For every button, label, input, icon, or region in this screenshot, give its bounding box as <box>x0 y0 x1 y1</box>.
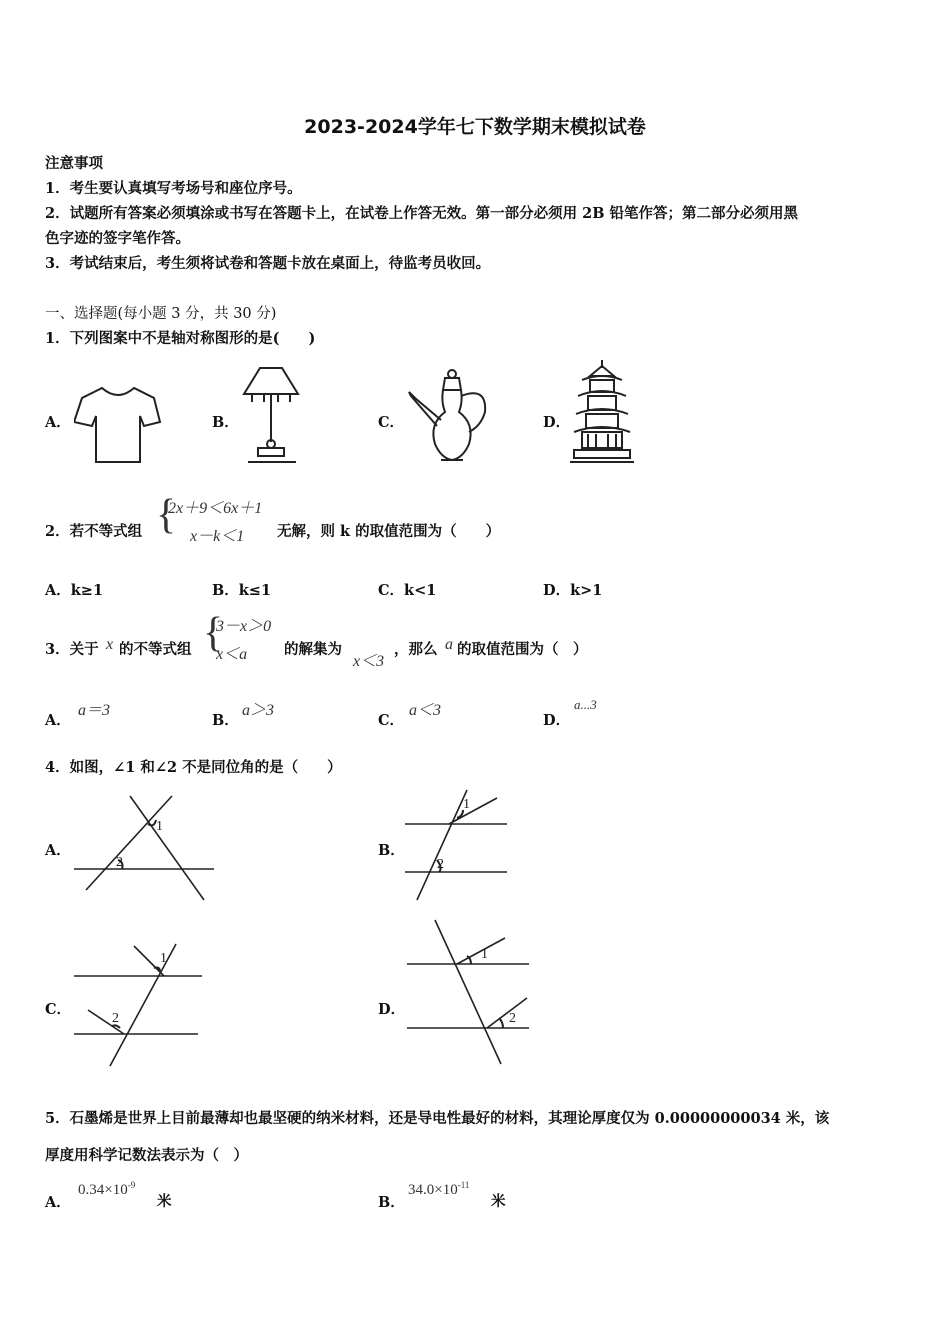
notice-item-2-cont: 色字迹的签字笔作答。 <box>45 230 190 247</box>
notice-item-3: 3．考试结束后，考生须将试卷和答题卡放在桌面上，待监考员收回。 <box>45 255 491 272</box>
q3-inequality-1: 3－x＞0 <box>216 618 272 635</box>
q3-option-a-label[interactable]: A． <box>45 712 71 729</box>
q2-suffix: 无解，则 k 的取值范围为（ ） <box>277 523 501 540</box>
q4-option-a-label[interactable]: A． <box>45 842 71 859</box>
q2-inequality-1: 2x＋9＜6x＋1 <box>168 500 263 517</box>
q2-brace: { <box>156 492 177 538</box>
q3-option-c-value: a＜3 <box>409 702 442 719</box>
notice-item-2: 2．试题所有答案必须填涂或书写在答题卡上，在试卷上作答无效。第一部分必须用 2B 铅笔作答；第二部分必须用黑 <box>45 205 799 222</box>
q2-inequality-2: x－k＜1 <box>190 528 245 545</box>
q3-option-b-value: a＞3 <box>242 702 275 719</box>
q3-solution-label: 的解集为 <box>284 641 342 658</box>
q4-d-angle-2: 2 <box>509 1011 516 1026</box>
q4-figure-c <box>72 940 208 1068</box>
q5-option-b-value: $34.0\times 10^{-11}$ <box>408 1180 470 1198</box>
q4-c-angle-2: 2 <box>112 1011 119 1026</box>
section-heading: 一、选择题(每小题 3 分，共 30 分) <box>45 306 277 322</box>
q4-option-b-label[interactable]: B． <box>378 842 405 859</box>
q5-stem-line-1: 5．石墨烯是世界上目前最薄却也最坚硬的纳米材料，还是导电性最好的材料，其理论厚度仅为 0.00000000034 米，该 <box>45 1110 830 1127</box>
q4-b-angle-2: 2 <box>437 857 444 872</box>
lamp-icon <box>240 362 302 466</box>
q2-option-c[interactable]: C．k<1 <box>378 582 437 599</box>
q4-c-angle-1: 1 <box>160 951 167 966</box>
q4-a-angle-2: 2 <box>116 855 123 870</box>
q5-option-a-value: $0.34\times 10^{-9}$ <box>78 1180 136 1198</box>
q3-option-d-value: a...3 <box>574 697 597 712</box>
q3-prefix: 3．关于 <box>45 641 99 658</box>
q3-var-a: a <box>445 636 453 653</box>
q5-option-a-label[interactable]: A． <box>45 1194 71 1211</box>
teapot-icon <box>405 368 491 464</box>
q2-option-a[interactable]: A．k≥1 <box>45 582 104 599</box>
q2-option-d[interactable]: D．k>1 <box>543 582 603 599</box>
q1-stem: 1．下列图案中不是轴对称图形的是( ) <box>45 330 316 347</box>
q5-option-a-unit: 米 <box>157 1193 172 1210</box>
t-shirt-icon <box>74 384 162 466</box>
q4-figure-a <box>72 792 222 904</box>
q3-suffix-pre: ，那么 <box>394 641 438 658</box>
q4-option-d-label[interactable]: D． <box>378 1001 406 1018</box>
q4-stem: 4．如图，∠1 和∠2 不是同位角的是（ ） <box>45 759 342 776</box>
q3-option-b-label[interactable]: B． <box>212 712 239 729</box>
q4-option-c-label[interactable]: C． <box>45 1001 72 1018</box>
q4-figure-b <box>403 786 511 902</box>
q3-brace: { <box>203 610 224 656</box>
q5-stem-line-2: 厚度用科学记数法表示为（ ） <box>45 1147 248 1164</box>
notice-heading: 注意事项 <box>45 155 103 172</box>
q3-solution: x＜3 <box>353 653 385 670</box>
pagoda-icon <box>568 358 636 466</box>
q3-suffix-post: 的取值范围为（ ） <box>457 641 588 658</box>
q5-option-b-unit: 米 <box>491 1193 506 1210</box>
q3-inequality-2: x＜a <box>216 646 248 663</box>
q2-option-b[interactable]: B．k≤1 <box>212 582 272 599</box>
q4-a-angle-1: 1 <box>156 819 163 834</box>
q5-option-b-label[interactable]: B． <box>378 1194 405 1211</box>
q1-option-a-label[interactable]: A． <box>45 414 71 431</box>
q3-option-d-label[interactable]: D． <box>543 712 571 729</box>
q1-option-c-label[interactable]: C． <box>378 414 405 431</box>
q3-option-c-label[interactable]: C． <box>378 712 405 729</box>
q4-d-angle-1: 1 <box>481 947 488 962</box>
q2-prefix: 2．若不等式组 <box>45 523 143 540</box>
q3-var-x: x <box>106 636 114 653</box>
q4-figure-d <box>405 918 533 1068</box>
q1-option-d-label[interactable]: D． <box>543 414 571 431</box>
notice-item-1: 1．考生要认真填写考场号和座位序号。 <box>45 180 302 197</box>
q4-b-angle-1: 1 <box>463 797 470 812</box>
q3-mid: 的不等式组 <box>119 641 192 658</box>
q1-option-b-label[interactable]: B． <box>212 414 239 431</box>
q3-option-a-value: a＝3 <box>78 702 111 719</box>
page-title: 2023-2024学年七下数学期末模拟试卷 <box>304 116 646 138</box>
